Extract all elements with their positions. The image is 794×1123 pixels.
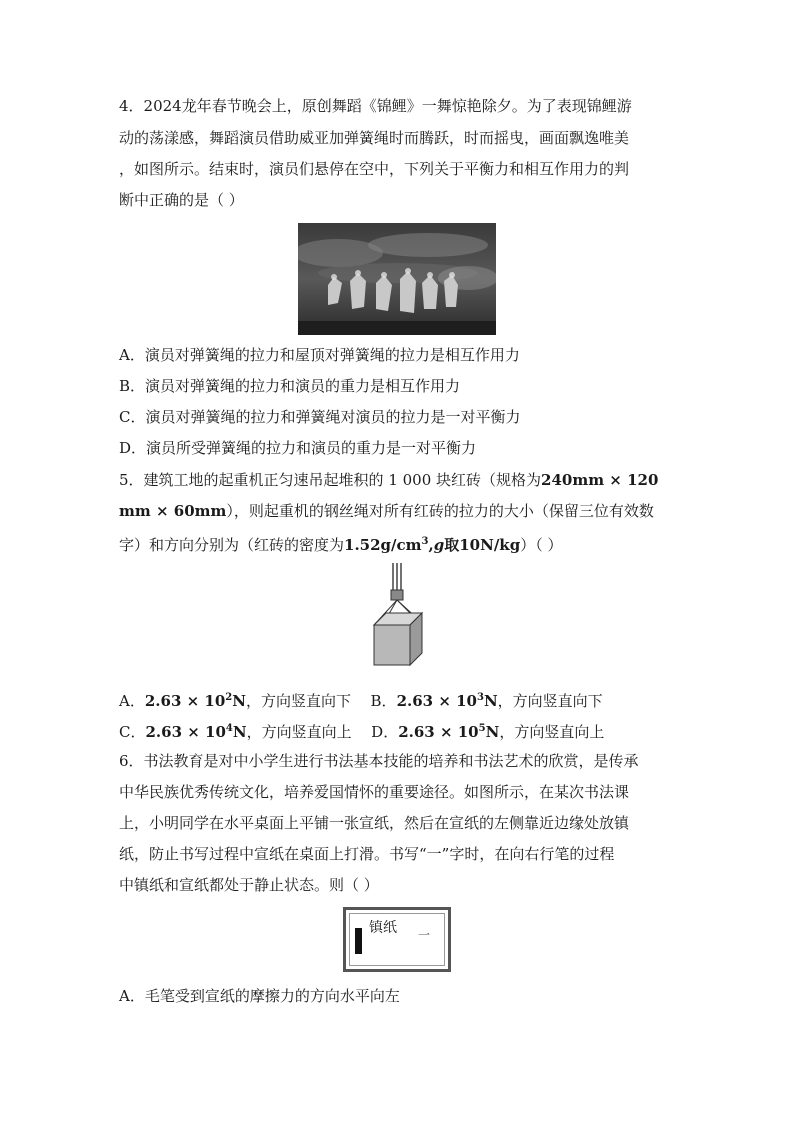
q5-option-c-text: ，方向竖直向上 [246, 723, 352, 741]
q5-stem-line-2 [119, 501, 689, 521]
q4-option-d: D．演员所受弹簧绳的拉力和演员的重力是一对平衡力 [119, 439, 477, 457]
q5-options-row-2 [119, 719, 689, 742]
rice-paper [349, 913, 445, 966]
paperweight-shape [355, 928, 362, 954]
q4-stem-line-1: 4．2024龙年春节晚会上，原创舞蹈《锦鲤》一舞惊艳除夕。为了表现锦鲤游 [119, 97, 632, 115]
q5-option-a-exponent: 2 [225, 692, 233, 703]
q4-option-c: C．演员对弹簧绳的拉力和弹簧绳对演员的拉力是一对平衡力 [119, 408, 521, 426]
q5-option-d-unit: N [485, 723, 500, 741]
q5-stem-text: 5．建筑工地的起重机正匀速吊起堆积的 1 000 块红砖（规格为 [119, 471, 542, 489]
q5-g-symbol: g [433, 536, 445, 554]
q5-option-a-value: 2.63 × 10 [144, 692, 226, 710]
q5-density-value: 1.52g/cm [344, 536, 422, 554]
crane-figure-graphic [366, 563, 436, 675]
q5-option-a-unit: N [232, 692, 246, 710]
crane-bricks-figure [366, 563, 436, 675]
q5-stem-line-3 [119, 532, 689, 555]
dance-photo-graphic [298, 223, 496, 335]
q5-option-d-label: D． [371, 723, 399, 741]
q6-stem-line-4: 纸，防止书写过程中宣纸在桌面上打滑。书写“一”字时，在向右行笔的过程 [119, 845, 615, 863]
q5-option-a-text: ，方向竖直向下 [245, 692, 351, 710]
q5-option-b-unit: N [483, 692, 498, 710]
q5-stem-line-1 [119, 470, 689, 490]
q5-stem-text: 字）和方向分别为（红砖的密度为 [119, 536, 345, 554]
q4-stem-line-4: 断中正确的是（ ） [119, 191, 244, 209]
q5-density-exponent: 3 [421, 536, 429, 547]
q6-stem-line-5: 中镇纸和宣纸都处于静止状态。则（ ） [119, 876, 379, 894]
q6-stem-line-3: 上，小明同学在水平桌面上平铺一张宣纸，然后在宣纸的左侧靠近边缘处放镇 [119, 814, 630, 832]
q5-option-d-exponent: 5 [478, 723, 486, 734]
q4-stem-line-3: ，如图所示。结束时，演员们悬停在空中，下列关于平衡力和相互作用力的判 [119, 160, 630, 178]
q5-option-c-label: C． [119, 723, 146, 741]
q5-options-row-1 [119, 688, 689, 711]
q5-option-c-exponent: 4 [225, 723, 233, 734]
q4-stem-line-2: 动的荡漾感，舞蹈演员借助威亚加弹簧绳时而腾跃，时而摇曳，画面飘逸唯美 [119, 129, 630, 147]
q5-option-a-label: A． [119, 692, 145, 710]
q5-option-d-value: 2.63 × 10 [398, 723, 479, 741]
q5-stem-text: ）（ ） [520, 536, 563, 554]
q6-option-a: A．毛笔受到宣纸的摩擦力的方向水平向左 [119, 987, 400, 1005]
q5-brick-size-part2: mm × 60mm [119, 502, 227, 520]
written-character: 一 [418, 928, 431, 942]
q5-option-b-value: 2.63 × 10 [396, 692, 477, 710]
q5-comma: , [428, 536, 434, 554]
q5-option-c-value: 2.63 × 10 [145, 723, 226, 741]
paperweight-label: 镇纸 [369, 920, 397, 936]
q4-option-b: B．演员对弹簧绳的拉力和演员的重力是相互作用力 [119, 377, 461, 395]
q4-option-a: A．演员对弹簧绳的拉力和屋顶对弹簧绳的拉力是相互作用力 [119, 346, 520, 364]
q5-option-c-unit: N [232, 723, 247, 741]
q5-stem-text: ），则起重机的钢丝绳对所有红砖的拉力的大小（保留三位有效数 [226, 502, 654, 520]
q5-g-value: 取10N/kg [444, 536, 521, 554]
calligraphy-figure [343, 907, 451, 972]
q5-option-b-text: ，方向竖直向下 [497, 692, 603, 710]
dance-performance-photo [298, 223, 496, 335]
q5-option-b-exponent: 3 [476, 692, 484, 703]
q5-option-d-text: ，方向竖直向上 [499, 723, 605, 741]
q6-stem-line-2: 中华民族优秀传统文化，培养爱国情怀的重要途径。如图所示，在某次书法课 [119, 783, 630, 801]
q5-option-b-label: B． [370, 692, 397, 710]
q5-brick-size-part1: 240mm × 120 [541, 471, 659, 489]
q6-stem-line-1: 6．书法教育是对中小学生进行书法基本技能的培养和书法艺术的欣赏，是传承 [119, 752, 639, 770]
